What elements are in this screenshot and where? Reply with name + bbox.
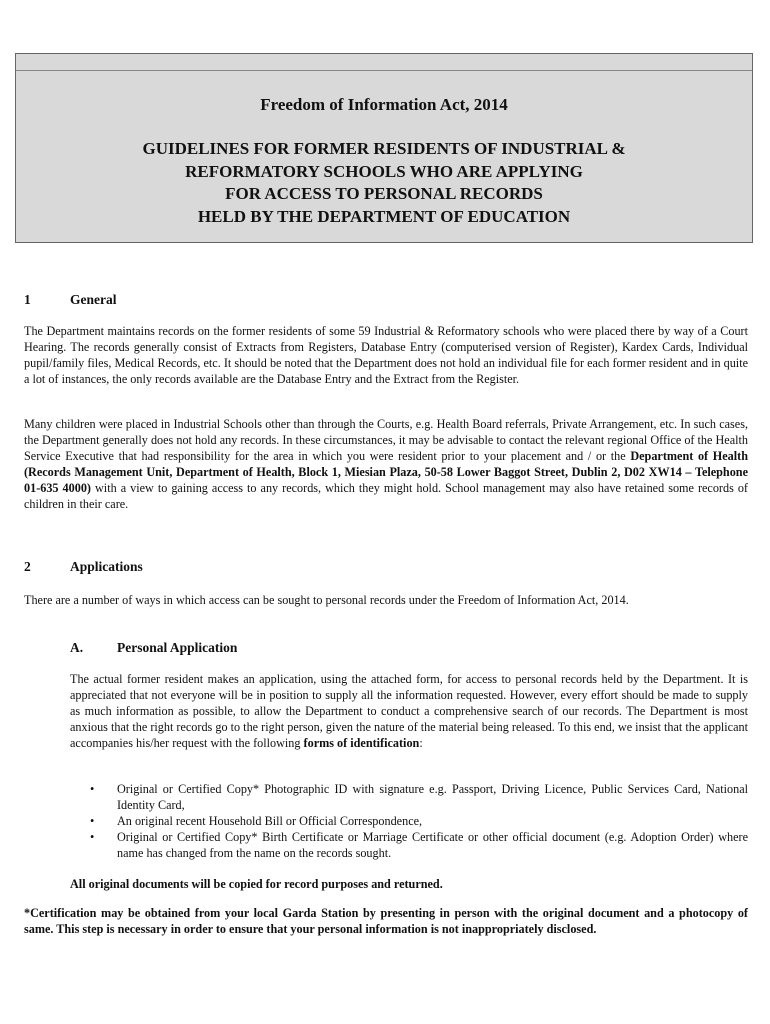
section-a-text-after: : bbox=[419, 736, 423, 750]
certification-note: *Certification may be obtained from your local Garda Station by presenting in person with the original document and a photocopy of same. This step is necessary in order to ensure that your personal information is not inappropriately disclosed. bbox=[24, 906, 748, 936]
copy-note: All original documents will be copied for record purposes and returned. bbox=[70, 877, 443, 891]
header-rule bbox=[16, 70, 752, 71]
section-a-paragraph bbox=[70, 671, 748, 751]
section-2-title: Applications bbox=[70, 559, 143, 574]
list-item bbox=[88, 829, 748, 861]
list-item bbox=[88, 813, 748, 829]
forms-of-identification: forms of identification bbox=[303, 736, 420, 750]
section-2-intro: There are a number of ways in which access can be sought to personal records under the Freedom of Information Act, 2014. bbox=[24, 593, 629, 607]
section-a-title: Personal Application bbox=[117, 640, 238, 655]
list-item-text: Original or Certified Copy* Birth Certificate or Marriage Certificate or other official document (e.g. Adoption Order) where name has changed from the name on the records sought. bbox=[117, 830, 748, 860]
bullet-icon: • bbox=[90, 830, 95, 844]
main-title-line-4: HELD BY THE DEPARTMENT OF EDUCATION bbox=[197, 206, 571, 226]
para2-text-after: with a view to gaining access to any records, which they might hold. School management may also have retained some records of children in their care. bbox=[24, 481, 748, 511]
section-1-paragraph-2 bbox=[24, 416, 748, 512]
department-of-health-contact: Department of Health (Records Management Unit, Department of Health, Block 1, Miesian Plaza, 50-58 Lower Baggot Street, Dublin 2, D02 XW14 – Telephone 01-635 4000) bbox=[24, 449, 748, 495]
list-item bbox=[88, 781, 748, 813]
section-1-title: General bbox=[70, 292, 117, 307]
para2-text-before: Many children were placed in Industrial Schools other than through the Courts, e.g. Health Board referrals, Private Arrangement, etc. In such cases, the Department generally does not hold any records. In these circumstances, it may be advisable to contact the relevant regional Office of the Health Service Executive that had responsibility for the area in which you were resident prior to your placement and / or the bbox=[24, 417, 748, 463]
act-title: Freedom of Information Act, 2014 bbox=[260, 95, 508, 114]
title-box bbox=[15, 53, 753, 243]
section-a-letter: A. bbox=[70, 640, 84, 655]
section-1-paragraph-1: The Department maintains records on the former residents of some 59 Industrial & Reformatory schools who were placed there by way of a Court Hearing. The records generally consist of Extracts from Registers, Database Entry (computerised version of Register), Kardex Cards, Individual pupil/family files, Medical Records, etc. It should be noted that the Department does not hold an individual file for each former resident and in quite a lot of instances, the only records available are the Database Entry and the Extract from the Register. bbox=[24, 324, 748, 386]
main-title-line-1: GUIDELINES FOR FORMER RESIDENTS OF INDUSTRIAL & bbox=[142, 139, 626, 158]
section-1-number: 1 bbox=[24, 292, 31, 307]
bullet-icon: • bbox=[90, 814, 95, 828]
identification-list bbox=[88, 781, 748, 861]
section-a-text-before: The actual former resident makes an application, using the attached form, for access to personal records held by the Department. It is appreciated that not everyone will be in position to supply all the information requested. However, every effort should be made to supply as much information as possible, to allow the Department to conduct a comprehensive search of our records. The Department is most anxious that the right records go to the right person, given the nature of the material being released. To this end, we insist that the applicant accompanies his/her request with the following bbox=[70, 672, 748, 750]
bullet-icon: • bbox=[90, 782, 95, 796]
list-item-text: An original recent Household Bill or Official Correspondence, bbox=[117, 814, 423, 828]
list-item-text: Original or Certified Copy* Photographic ID with signature e.g. Passport, Driving Licence, Public Services Card, National Identity Card, bbox=[117, 782, 748, 812]
main-title bbox=[16, 138, 752, 228]
section-2-number: 2 bbox=[24, 559, 31, 574]
main-title-line-2: REFORMATORY SCHOOLS WHO ARE APPLYING bbox=[185, 161, 583, 181]
main-title-line-3: FOR ACCESS TO PERSONAL RECORDS bbox=[225, 184, 543, 203]
